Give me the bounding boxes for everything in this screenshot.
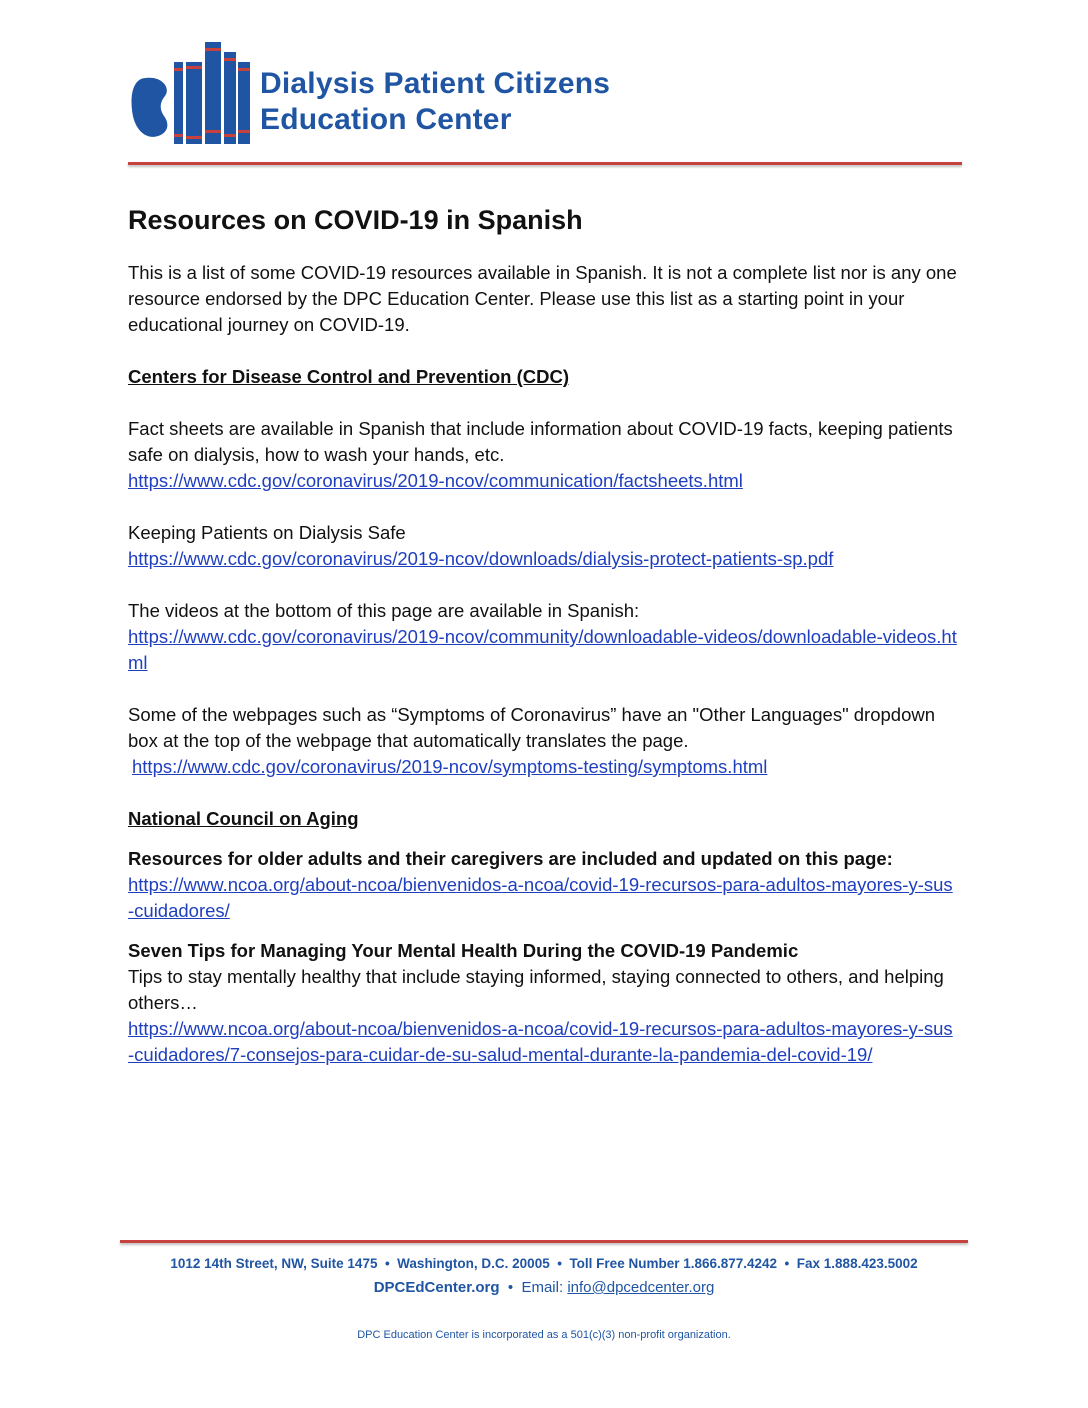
cdc-resource-dialysis-safe: [128, 520, 958, 572]
cdc-resource-videos: [128, 598, 958, 676]
organization-name-line1: Dialysis Patient Citizens: [260, 67, 611, 100]
organization-name: [260, 66, 610, 138]
footer-email-label: Email:: [521, 1279, 568, 1296]
factsheets-link[interactable]: https://www.cdc.gov/coronavirus/2019-ncov/communication/factsheets.html: [128, 470, 743, 491]
cdc-resource-factsheets: [128, 416, 958, 494]
footer-divider: [120, 1240, 968, 1243]
ncoa-mental-health-link[interactable]: https://www.ncoa.org/about-ncoa/bienvenidos-a-ncoa/covid-19-recursos-para-adultos-mayores-y-sus-cuidadores/7-consejos-para-cuidar-de-su-salud-mental-durante-la-pandemia-del-covid-19/: [128, 1018, 953, 1065]
ncoa-caregivers-link[interactable]: https://www.ncoa.org/about-ncoa/bienvenidos-a-ncoa/covid-19-recursos-para-adultos-mayores-y-sus-cuidadores/: [128, 874, 953, 921]
footer-email-link[interactable]: info@dpcedcenter.org: [567, 1279, 715, 1296]
document-body: [128, 198, 958, 1068]
footer-address: 1012 14th Street, NW, Suite 1475 • Washington, D.C. 20005 • Toll Free Number 1.866.877.4242 • Fax 1.888.423.5002: [170, 1256, 918, 1271]
page-title: Resources on COVID-19 in Spanish: [128, 205, 583, 235]
cdc-resource-symptoms: [128, 702, 958, 780]
logo-books-kidney-icon: [128, 38, 258, 148]
footer-contact: [0, 1279, 1088, 1296]
resource-description: Fact sheets are available in Spanish that include information about COVID-19 facts, keeping patients safe on dialysis, how to wash your hands, etc.: [128, 418, 953, 465]
symptoms-link[interactable]: https://www.cdc.gov/coronavirus/2019-ncov/symptoms-testing/symptoms.html: [132, 756, 768, 777]
dialysis-safe-link[interactable]: https://www.cdc.gov/coronavirus/2019-ncov/downloads/dialysis-protect-patients-sp.pdf: [128, 548, 834, 569]
footer-site[interactable]: DPCEdCenter.org: [373, 1279, 500, 1296]
resource-description: Keeping Patients on Dialysis Safe: [128, 522, 406, 543]
organization-logo: [128, 38, 668, 148]
ncoa-resource-mental-health: [128, 938, 958, 1068]
footer-separator: •: [499, 1279, 522, 1296]
resource-title: Seven Tips for Managing Your Mental Health During the COVID-19 Pandemic: [128, 940, 799, 961]
resource-description: The videos at the bottom of this page are available in Spanish:: [128, 600, 640, 621]
cdc-section-heading: Centers for Disease Control and Prevention (CDC): [128, 366, 569, 387]
header-divider: [128, 162, 962, 165]
intro-paragraph: This is a list of some COVID-19 resources available in Spanish. It is not a complete list nor is any one resource endorsed by the DPC Education Center. Please use this list as a starting point in your educational journey on COVID-19.: [128, 262, 957, 335]
footer-note: DPC Education Center is incorporated as a 501(c)(3) non-profit organization.: [357, 1329, 731, 1341]
resource-description: Some of the webpages such as “Symptoms of Coronavirus” have an "Other Languages" dropdown box at the top of the webpage that automatically translates the page.: [128, 704, 936, 751]
videos-link[interactable]: https://www.cdc.gov/coronavirus/2019-ncov/community/downloadable-videos/downloadable-videos.html: [128, 626, 957, 673]
resource-title: Resources for older adults and their caregivers are included and updated on this page:: [128, 848, 893, 869]
ncoa-section-heading: National Council on Aging: [128, 808, 359, 829]
organization-name-line2: Education Center: [260, 103, 512, 136]
ncoa-resource-caregivers: [128, 846, 958, 924]
resource-description: Tips to stay mentally healthy that include staying informed, staying connected to others, and helping others…: [128, 966, 944, 1013]
